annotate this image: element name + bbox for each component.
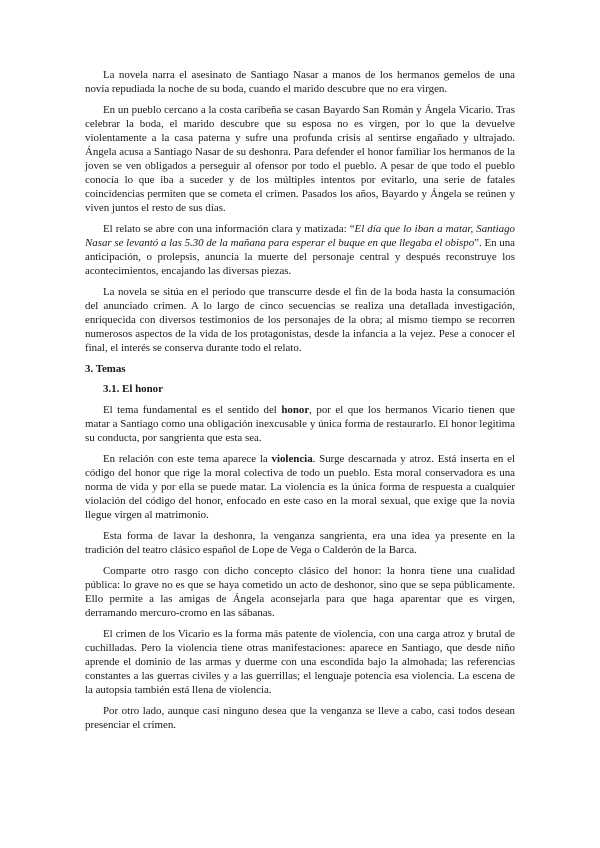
paragraph-honor [85, 403, 515, 445]
opening-text-after: ”. En una anticipación, o prolepsis, anuncia la muerte del personaje central y después reconstruye los acontecimientos, encajando las diversas piezas. [85, 237, 515, 277]
document-page [85, 68, 515, 732]
paragraph-crime: El crimen de los Vicario es la forma más patente de violencia, con una carga atroz y brutal de cuchilladas. Pero la violencia tiene otras manifestaciones: aparece en Santiago, que desde niño aprende el dominio de las armas y duerme con una escondida bajo la almohada; las referencias constantes a las guerras civiles y a las guerrillas; el lenguaje potencia esa violencia. La escena de la autopsia también está llena de violencia. [85, 628, 515, 696]
paragraph-opening [85, 222, 515, 278]
paragraph-spectators: Por otro lado, aunque casi ninguno desea que la venganza se lleve a cabo, casi todos desean presenciar el crimen. [85, 705, 515, 731]
paragraph-plot: En un pueblo cercano a la costa caribeña se casan Bayardo San Román y Ángela Vicario. Tras celebrar la boda, el marido descubre que su esposa no es virgen, por lo que la devuelve violentamente a la casa paterna y sufre una profunda crisis al sentirse engañado y ultrajado. Ángela acusa a Santiago Nasar de su deshonra. Para defender el honor familiar los hermanos de la joven se ven obligados a perseguir al ofensor por todo el pueblo. A pesar de que todo el pueblo conocía lo que iba a suceder y de los múltiples intentos por evitarlo, una serie de fatales coincidencias permiten que se cometa el crimen. Pasados los años, Bayardo y Ángela se reúnen y viven juntos el resto de sus días. [85, 104, 515, 214]
opening-text-before: El relato se abre con una información clara y matizada: “ [103, 223, 355, 235]
paragraph-structure: La novela se sitúa en el periodo que transcurre desde el fin de la boda hasta la consumación del anunciado crimen. A lo largo de cinco secuencias se realiza una detallada investigación, enriquecida con diversos testimonios de los personajes de la obra; al mismo tiempo se recorren numerosos aspectos de la vida de los protagonistas, desde la infancia a la vejez. Pese a conocer el final, el interés se conserva durante todo el relato. [85, 286, 515, 354]
subsection-heading-honor: 3.1. El honor [103, 383, 163, 395]
opening-quote: El día que lo iban a matar, Santiago Nasar se levantó a las 5.30 de la mañana para esperar el buque en que llegaba el obispo [85, 223, 515, 249]
paragraph-public-honor: Comparte otro rasgo con dicho concepto clásico del honor: la honra tiene una cualidad pública: lo grave no es que se haya cometido un acto de deshonor, sino que se sepa públicamente. Ello permite a las amigas de Ángela aconsejarla para que haga aparentar que es virgen, derramando mercuro-cromo en las sábanas. [85, 565, 515, 619]
section-heading-temas: 3. Temas [85, 363, 126, 375]
violence-text-before: En relación con este tema aparece la [103, 453, 272, 465]
honor-text-after: , por el que los hermanos Vicario tienen que matar a Santiago como una obligación inexcusable y única forma de restaurarlo. El honor legitima su conducta, por sangrienta que esta sea. [85, 404, 516, 444]
honor-text-before: El tema fundamental es el sentido del [103, 404, 282, 416]
paragraph-violence [85, 452, 515, 522]
violence-keyword: violencia [271, 453, 313, 465]
paragraph-summary: La novela narra el asesinato de Santiago Nasar a manos de los hermanos gemelos de una novia repudiada la noche de su boda, cuando el marido descubre que no era virgen. [85, 69, 515, 95]
paragraph-tradition: Esta forma de lavar la deshonra, la venganza sangrienta, era una idea ya presente en la tradición del teatro clásico español de Lope de Vega o Calderón de la Barca. [85, 530, 515, 556]
violence-text-after: . Surge descarnada y atroz. Está inserta en el código del honor que rige la moral colectiva de todo un pueblo. Esta moral conservadora es una norma de vida y por ella se puede matar. La violencia es la única forma de respuesta a cualquier violación del código del honor, enfocado en este caso en la moral sexual, que exige que la novia llegue virgen al matrimonio. [85, 453, 516, 521]
honor-keyword: honor [281, 404, 310, 416]
